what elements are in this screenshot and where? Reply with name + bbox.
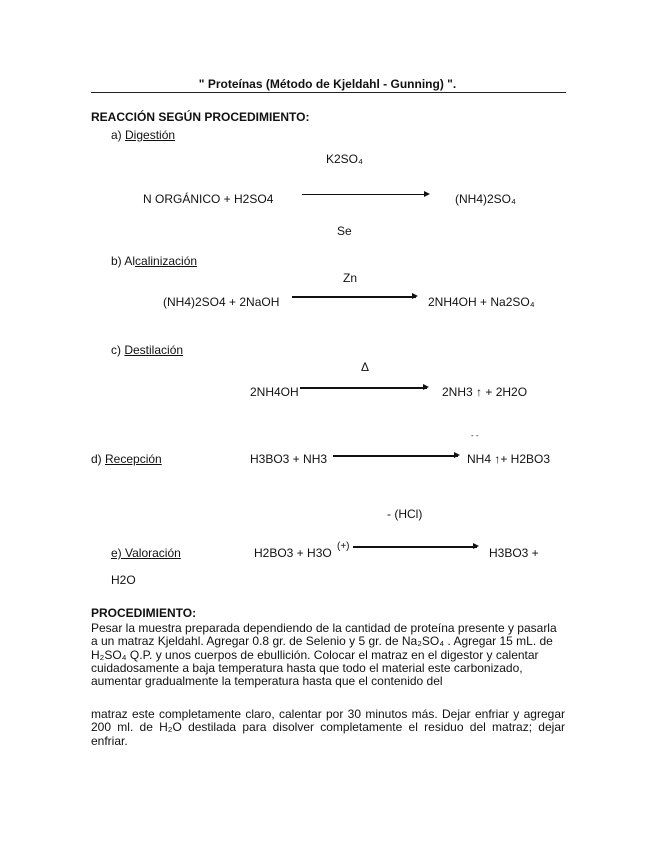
digestion-catalyst: K2SO₄ (326, 152, 363, 166)
digestion-products: (NH4)2SO₄ (455, 192, 516, 206)
title-underline (91, 92, 566, 93)
valoracion-products: H3BO3 + (489, 546, 539, 560)
ion-charge-mark: - - (471, 431, 479, 440)
valoracion-arrow (353, 546, 477, 548)
valoracion-reactants: H2BO3 + H3O (254, 546, 332, 560)
digestion-label-prefix: a) (111, 128, 126, 142)
hcl-note: - (HCl) (387, 507, 423, 521)
valoracion-continuation: H2O (111, 573, 136, 587)
alcalinizacion-products: 2NH4OH + Na2SO₄ (428, 295, 535, 309)
destilacion-label-text: Destilación (124, 343, 184, 357)
destilacion-arrow (300, 387, 427, 389)
alcalinizacion-reactants: (NH4)2SO4 + 2NaOH (163, 295, 280, 309)
recepcion-label-prefix: d) (91, 452, 106, 466)
recepcion-arrow (333, 455, 458, 457)
digestion-catalyst-below: Se (337, 224, 352, 238)
recepcion-products: NH4 ↑+ H2BO3 (467, 452, 551, 466)
recepcion-label-text: Recepción (105, 452, 162, 466)
procedure-paragraph-2: matraz este completamente claro, calentar por 30 minutos más. Dejar enfriar y agregar 200 ml. de H₂O destilada para disolver completamente el residuo del matraz; dejar enfriar. (91, 707, 565, 748)
digestion-arrow (302, 194, 428, 195)
alcalinizacion-label-text: calinización (135, 254, 198, 268)
destilacion-reactants: 2NH4OH (250, 385, 299, 399)
destilacion-label-prefix: c) (111, 343, 125, 357)
alcalinizacion-catalyst: Zn (343, 271, 358, 285)
alcalinizacion-label (111, 254, 197, 268)
digestion-label (111, 128, 175, 142)
alcalinizacion-arrow (292, 296, 416, 298)
section-heading-procedure: PROCEDIMIENTO: (91, 606, 197, 620)
procedure-paragraph-1: Pesar la muestra preparada dependiendo de la cantidad de proteína presente y pasarla a un matraz Kjeldahl. Agregar 0.8 gr. de Selenio y 5 gr. de Na₂SO₄ . Agregar 15 mL. de H₂SO₄ Q.P. y unos cuerpos de ebullición. Colocar el matraz en el digestor y calentar cuidadosamente a baja temperatura hasta que todo el material este carbonizado, aumentar gradualmente la temperatura hasta que el contenido del (91, 621, 557, 689)
delta-heat-symbol: Δ (361, 360, 370, 374)
recepcion-reactants: H3BO3 + NH3 (250, 452, 328, 466)
destilacion-products: 2NH3 ↑ + 2H2O (442, 385, 528, 399)
destilacion-label (111, 343, 183, 357)
valoracion-charge: (+) (337, 541, 350, 552)
page-title: " Proteínas (Método de Kjeldahl - Gunning) ". (198, 77, 457, 91)
section-heading-reaction: REACCIÓN SEGÚN PROCEDIMIENTO: (91, 110, 310, 124)
digestion-reactants: N ORGÁNICO + H2SO4 (143, 192, 274, 206)
valoracion-label: e) Valoración (111, 546, 181, 560)
digestion-label-text: Digestión (125, 128, 176, 142)
recepcion-label (91, 452, 162, 466)
alcalinizacion-label-prefix: b) Al (111, 254, 136, 268)
